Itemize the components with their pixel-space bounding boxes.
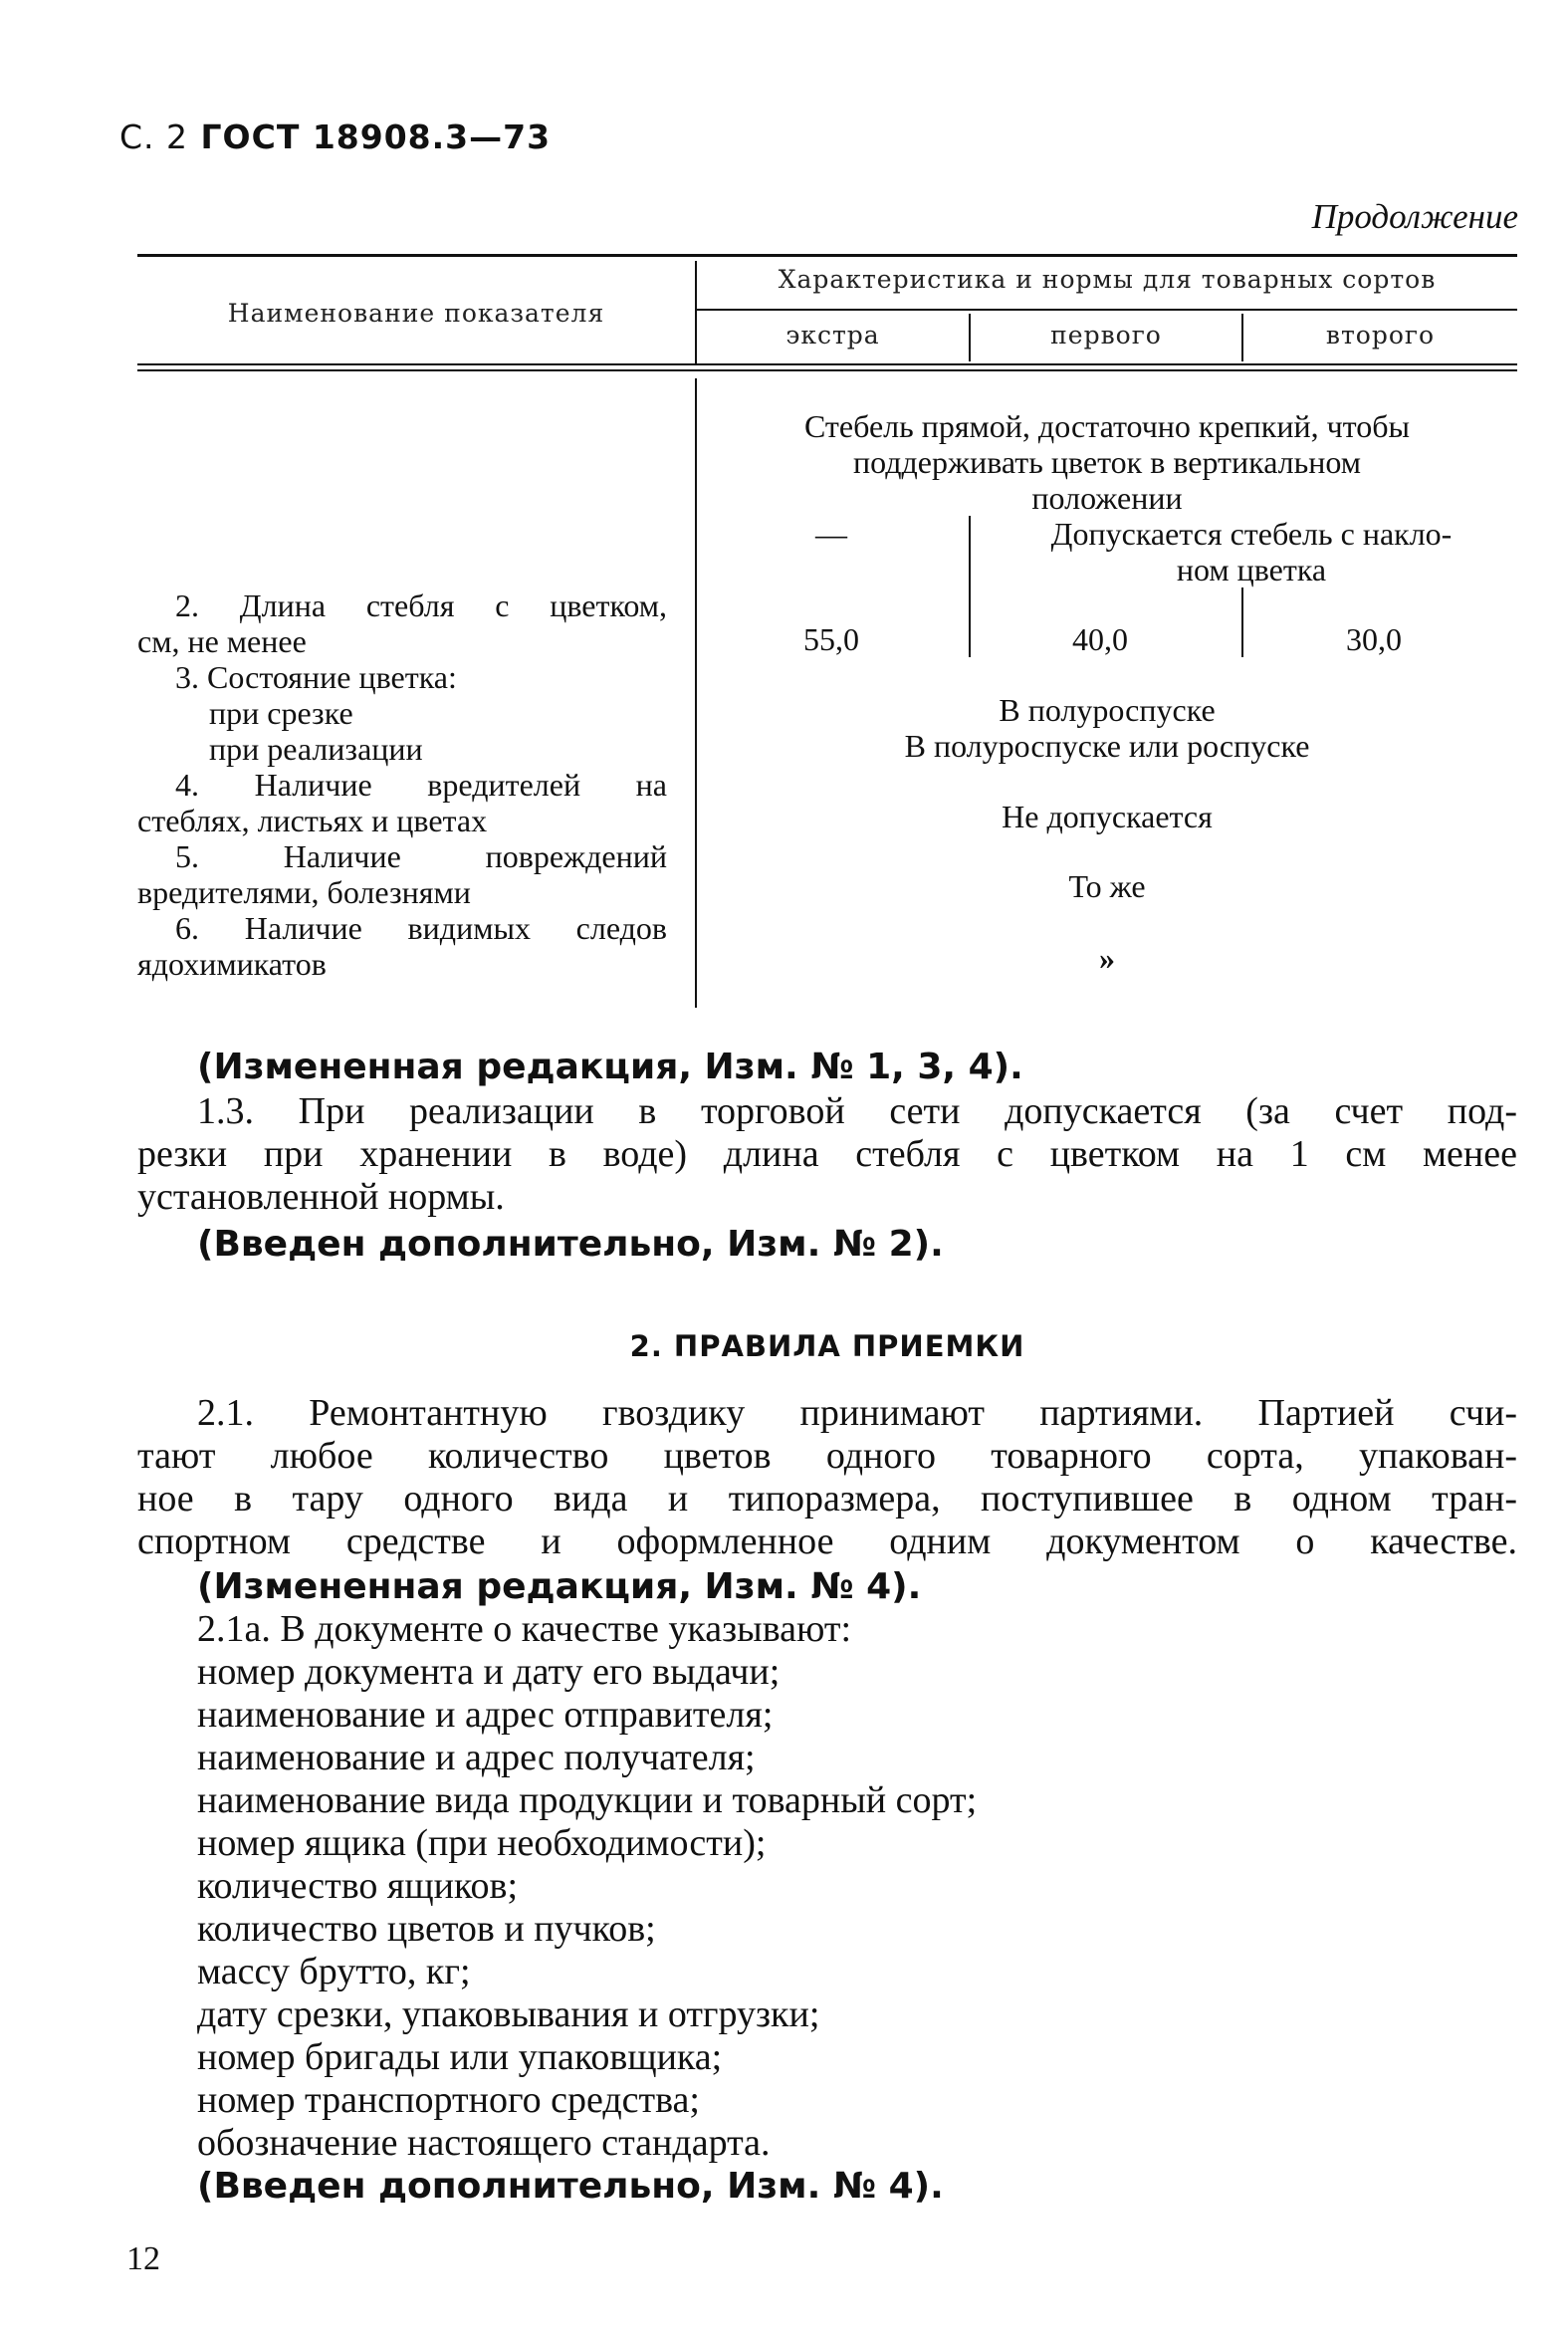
continuation-label: Продолжение: [1311, 197, 1518, 236]
stem-requirement: Стебель прямой, достаточно крепкий, чтобы поддерживать цветок в вертикальном положении: [803, 408, 1411, 516]
list-item: дату срезки, упаковывания и отгрузки;: [197, 1993, 820, 2035]
list-item: наименование и адрес получателя;: [197, 1737, 756, 1778]
clause-1-3: 1.3. При реализации в торговой сети допускается (за счет под- резки при хранении в воде) длина стебля с цветком на 1 см менее установленной нормы.: [137, 1090, 1517, 1218]
stem-extra-dash: —: [815, 516, 847, 552]
grade-extra-header: экстра: [785, 321, 880, 350]
amendment-note-3: (Измененная редакция, Изм. № 4).: [197, 1566, 922, 1607]
list-item: номер транспортного средства;: [197, 2079, 700, 2121]
amendment-note-2: (Введен дополнительно, Изм. № 2).: [197, 1224, 944, 1265]
notes-block: [197, 1046, 1517, 1088]
table-header-bottom-rule-2: [137, 369, 1517, 371]
grade-divider-4: [1241, 587, 1243, 657]
grade-first-header: первого: [1050, 321, 1162, 350]
list-item: количество ящиков;: [197, 1865, 519, 1907]
list-item: номер бригады или упаковщика;: [197, 2036, 723, 2078]
section-title: 2. ПРАВИЛА ПРИЕМКИ: [629, 1329, 1025, 1363]
list-item: количество цветов и пучков;: [197, 1908, 656, 1950]
damage-value: То же: [1068, 868, 1146, 904]
page-label: С. 2: [119, 117, 189, 156]
length-extra: 55,0: [803, 621, 859, 657]
grade-second-header: второго: [1325, 321, 1436, 350]
table-header-bottom-rule: [137, 363, 1517, 365]
list-item: номер ящика (при необходимости);: [197, 1822, 767, 1864]
sale-state: В полуроспуске или роспуске: [904, 728, 1310, 764]
col-name-header: Наименование показателя: [227, 299, 605, 328]
list-item: наименование и адрес отправителя;: [197, 1694, 774, 1736]
page-number: 12: [126, 2240, 160, 2277]
col-group-header: Характеристика и нормы для товарных сортов: [778, 265, 1437, 294]
chem-value: »: [1099, 940, 1115, 976]
amendment-note-1: (Измененная редакция, Изм. № 1, 3, 4).: [197, 1047, 1023, 1087]
stem-tilt-allowed: Допускается стебель с накло- ном цветка: [1050, 516, 1453, 587]
list-item: обозначение настоящего стандарта.: [197, 2122, 771, 2164]
page-header: [119, 117, 551, 156]
cut-state: В полуроспуске: [999, 692, 1216, 728]
table-top-rule: [137, 254, 1517, 257]
clause-2-1: 2.1. Ремонтантную гвоздику принимают партиями. Партией счи- тают любое количество цветов одного товарного сорта, упакован- ное в тару одного вида и типоразмера, поступившее в одном тран- спортном средстве и оформленное одним документом о качестве.: [137, 1392, 1517, 1562]
grade-divider-3: [969, 516, 971, 657]
standard-number: ГОСТ 18908.3—73: [200, 117, 552, 156]
indicator-names: 2. Длина стебля с цветком, см, не менее 3. Состояние цветка: при срезке при реализации 4. Наличие вредителей на стеблях, листьях и цветах 5. Наличие повреждений вредителями, болезнями 6. Наличие видимых следов ядохимикатов: [137, 587, 667, 982]
list-item: номер документа и дату его выдачи;: [197, 1651, 781, 1693]
list-item: наименование вида продукции и товарный сорт;: [197, 1779, 978, 1821]
length-second: 30,0: [1346, 621, 1402, 657]
length-first: 40,0: [1072, 621, 1128, 657]
clause-2-1a: 2.1а. В документе о качестве указывают: номер документа и дату его выдачи; наименование и адрес отправителя; наименование и адрес получателя; наименование вида продукции и товарный сорт; номер ящика (при необходимости); количество ящиков; количество цветов и пучков; массу брутто, кг; дату срезки, упаковывания и отгрузки; номер бригады или упаковщика; номер транспортного средства; обозначение настоящего стандарта. (Введен дополнительно, Изм. № 4).: [197, 1608, 1517, 2208]
list-item: массу брутто, кг;: [197, 1951, 471, 1992]
amendment-note-4: (Введен дополнительно, Изм. № 4).: [197, 2166, 944, 2207]
table-subheader-rule: [697, 309, 1517, 311]
pests-value: Не допускается: [1002, 799, 1213, 834]
